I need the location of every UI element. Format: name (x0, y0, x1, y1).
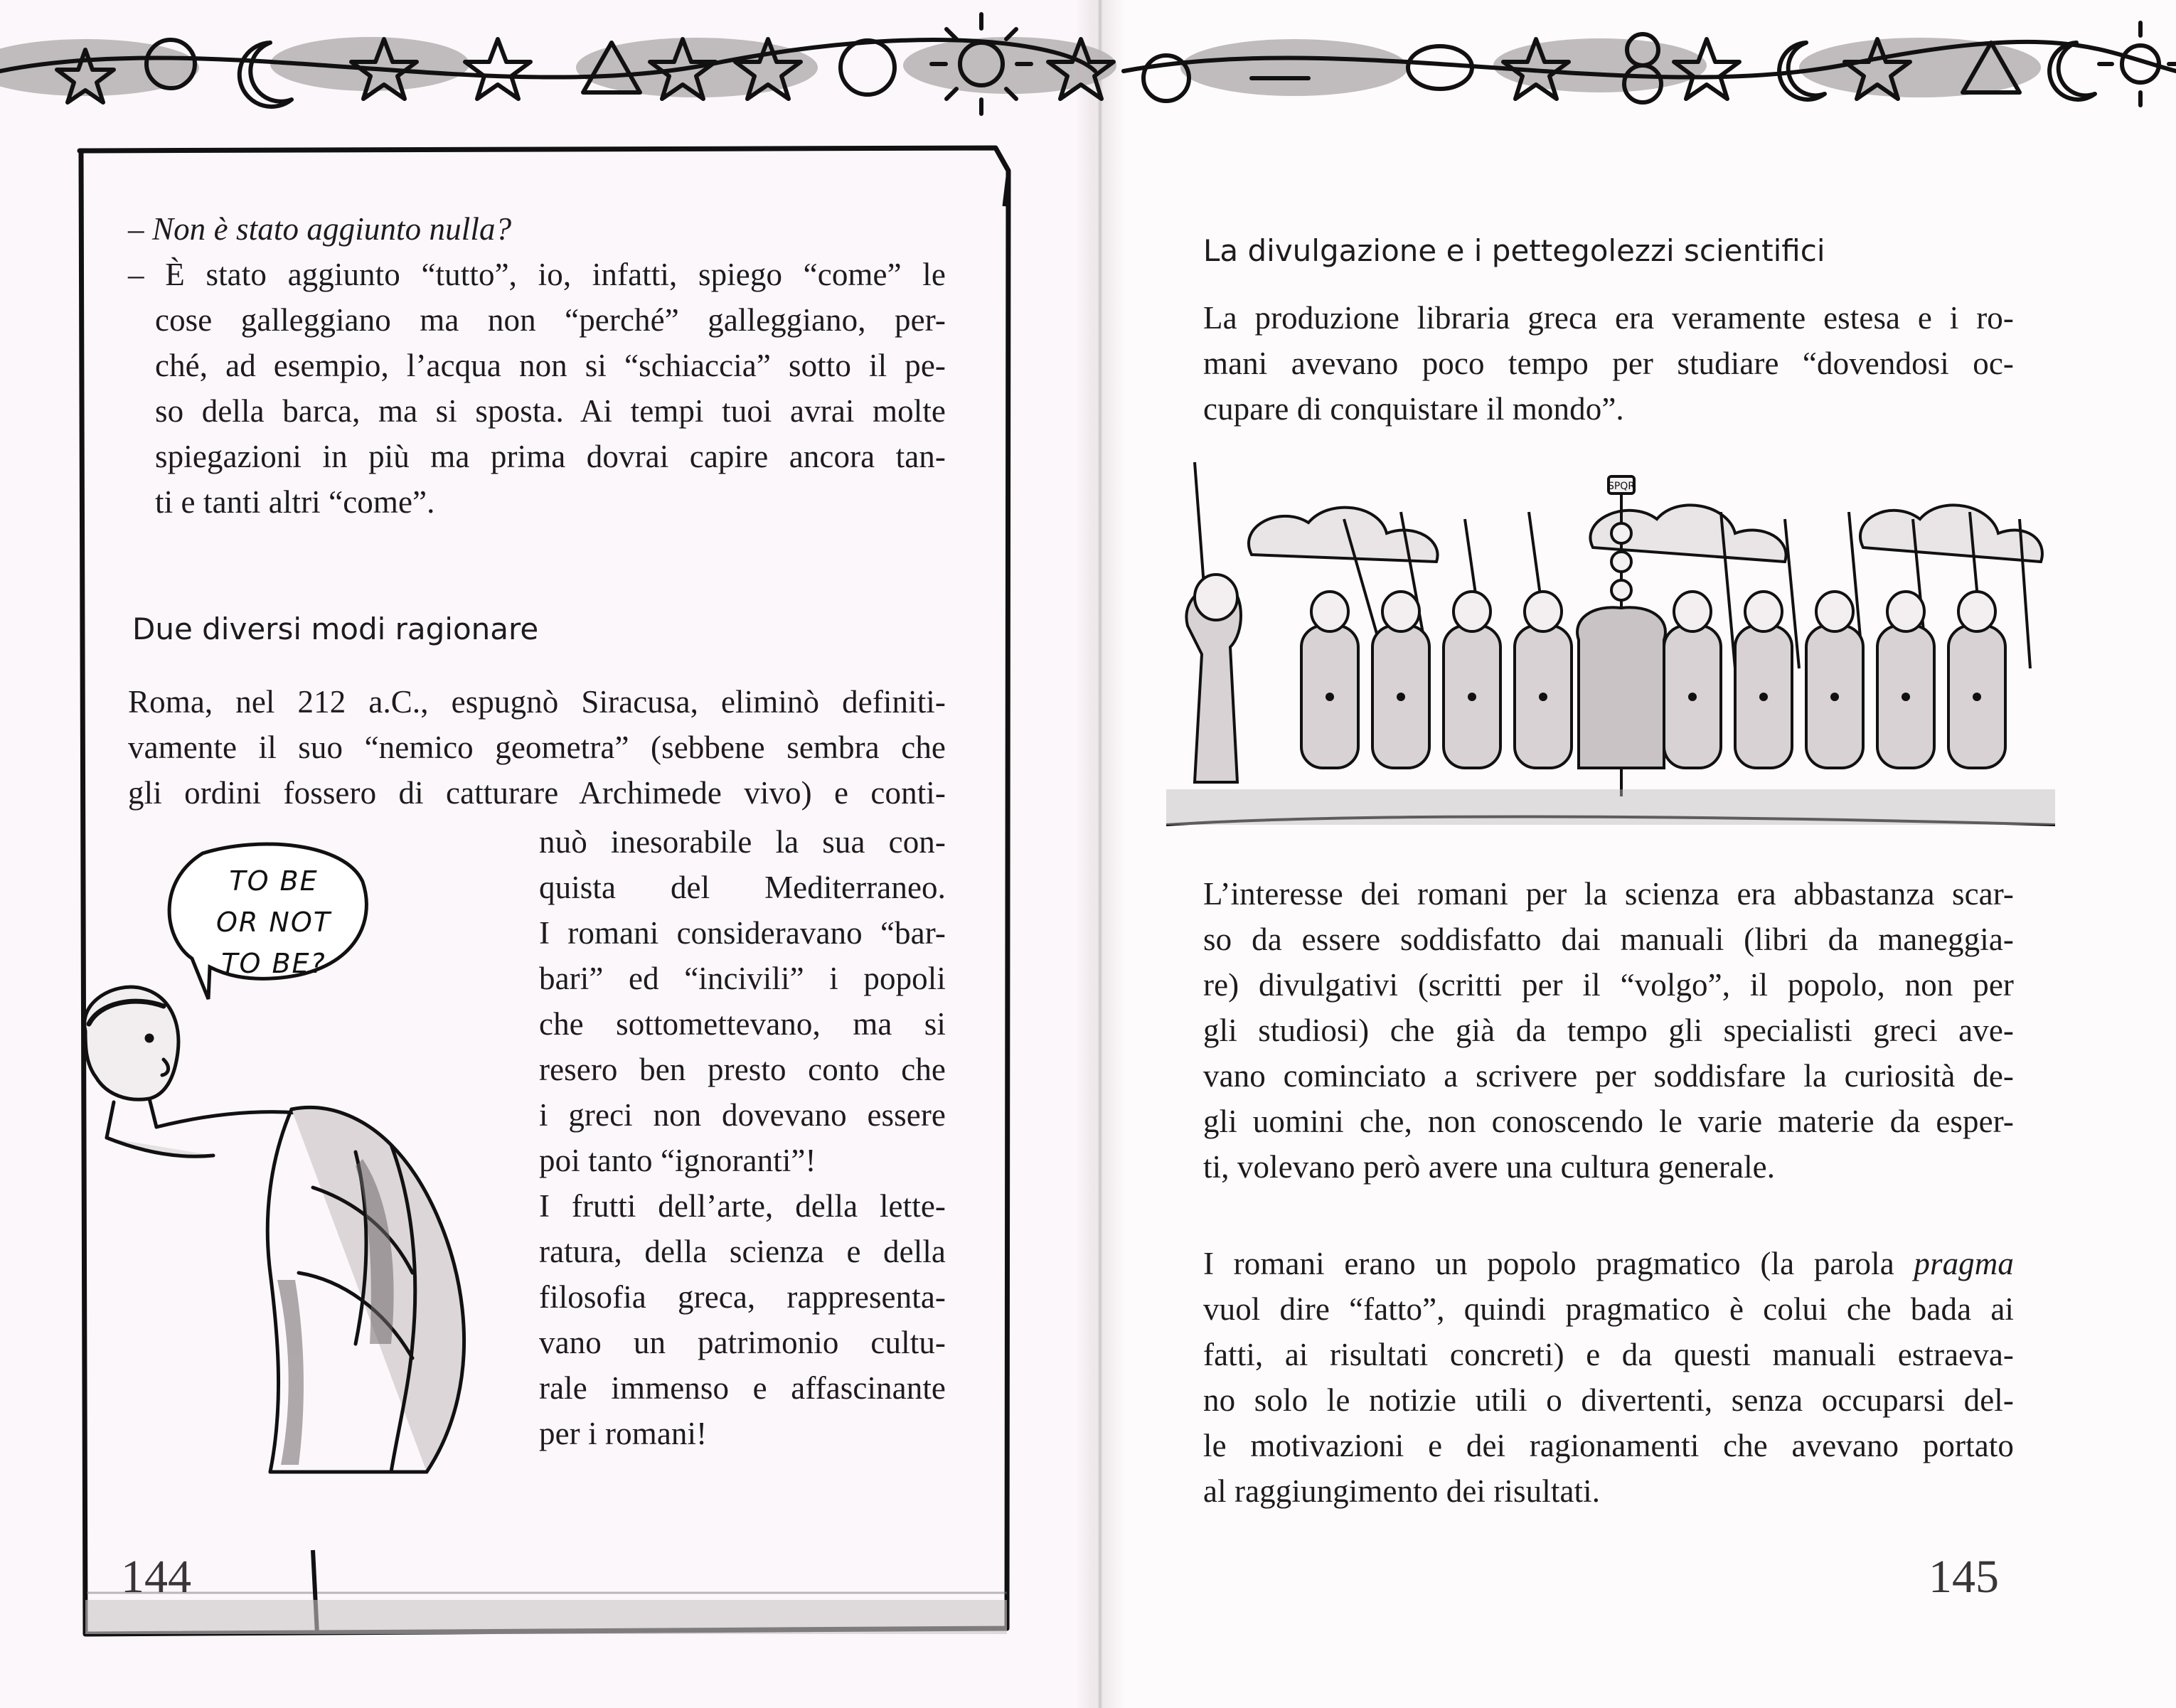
paragraph-line: poi tanto “ignoranti”! (539, 1143, 816, 1178)
paragraph-line: vano un patrimonio cultu- (539, 1325, 946, 1360)
book-spine (1075, 0, 1125, 1708)
paragraph-line: no solo le notizie utili o divertenti, senza occuparsi del- (1203, 1382, 2014, 1418)
archimedes-paragraph (128, 679, 946, 816)
dialogue-line: so della barca, ma si sposta. Ai tempi tuoi avrai molte (155, 393, 946, 429)
paragraph-line: vamente il suo “nemico geometra” (sebbene sembra che (128, 730, 946, 765)
page-number-right: 145 (1929, 1551, 1999, 1603)
paragraph-line: gli uomini che, non conoscendo le varie materie da esper- (1203, 1104, 2014, 1139)
dialogue-line: cose galleggiano ma non “perché” galleggiano, per- (155, 302, 946, 338)
paragraph-line: ti, volevano però avere una cultura generale. (1203, 1149, 1776, 1185)
dialogue-line: – È stato aggiunto “tutto”, io, infatti, spiego “come” le (128, 257, 946, 292)
paragraph-line: cupare di conquistare il mondo”. (1203, 391, 1624, 427)
paragraph-line: che sottomettevano, ma si (539, 1006, 946, 1042)
dialogue-line: ti e tanti altri “come”. (155, 484, 435, 520)
paragraph-line: gli studiosi) che già da tempo gli specialisti greci ave- (1203, 1013, 2014, 1048)
paragraph-line: gli ordini fossero di catturare Archimede vivo) e conti- (128, 775, 946, 811)
paragraph-line: I romani erano un popolo pragmatico (la parola pragma (1203, 1246, 2014, 1281)
dialogue-line: – Non è stato aggiunto nulla? (128, 211, 512, 247)
celestial-border (0, 0, 2176, 124)
paragraph-line: i greci non dovevano essere (539, 1097, 946, 1133)
paragraph-line: vuol dire “fatto”, quindi pragmatico è colui che bada ai (1203, 1291, 2014, 1327)
paragraph-line: rale immenso e affascinante (539, 1370, 946, 1406)
speech-line: TO BE? (221, 948, 326, 979)
paragraph-line: per i romani! (539, 1416, 708, 1451)
section-heading-right: La divulgazione e i pettegolezzi scientifici (1203, 233, 1825, 268)
paragraph-line: nuò inesorabile la sua con- (539, 824, 946, 860)
dialogue-line: ché, ad esempio, l’acqua non si “schiaccia” sotto il pe- (155, 348, 946, 383)
speech-line: TO BE (229, 865, 319, 897)
paragraph-line: La produzione libraria greca era veramente estesa e i ro- (1203, 300, 2014, 336)
interest-paragraph (1203, 871, 2014, 1190)
spqr-label: SPQR (1607, 481, 1636, 492)
paragraph-line: quista del Mediterraneo. (539, 870, 946, 905)
pragmatic-paragraph (1203, 1241, 2014, 1514)
paragraph-line: vano cominciato a scrivere per soddisfare la curiosità de- (1203, 1058, 2014, 1094)
paragraph-line: le motivazioni e dei ragionamenti che avevano portato (1203, 1428, 2014, 1463)
paragraph-line: Roma, nel 212 a.C., espugnò Siracusa, eliminò definiti- (128, 684, 946, 720)
paragraph-line: filosofia greca, rappresenta- (539, 1279, 946, 1315)
paragraph-line: bari” ed “incivili” i popoli (539, 961, 946, 996)
page-number-left: 144 (121, 1551, 191, 1603)
paragraph-line: I frutti dell’arte, della lette- (539, 1188, 946, 1224)
paragraph-line: so da essere soddisfatto dai manuali (libri da maneggia- (1203, 922, 2014, 957)
speech-line: OR NOT (216, 907, 331, 938)
paragraph-line: fatti, ai risultati concreti) e da questi manuali estraeva- (1203, 1337, 2014, 1372)
paragraph-line: I romani consideravano “bar- (539, 915, 946, 951)
paragraph-line: ratura, della scienza e della (539, 1234, 946, 1269)
paragraph-line: mani avevano poco tempo per studiare “dovendosi oc- (1203, 346, 2014, 381)
paragraph-line: resero ben presto conto che (539, 1052, 946, 1087)
dialogue-block (128, 206, 946, 525)
roman-legion-illustration (1166, 455, 2055, 853)
paragraph-line: re) divulgativi (scritti per il “volgo”, il popolo, non per (1203, 967, 2014, 1003)
roman-man-illustration (57, 974, 512, 1493)
section-heading-left: Due diversi modi ragionare (132, 612, 539, 646)
paragraph-line: L’interesse dei romani per la scienza era abbastanza scar- (1203, 876, 2014, 912)
dialogue-line: spiegazioni in più ma prima dovrai capire ancora tan- (155, 439, 946, 474)
paragraph-line: al raggiungimento dei risultati. (1203, 1473, 1601, 1509)
wrapped-paragraph (539, 819, 946, 1456)
intro-paragraph (1203, 295, 2014, 432)
